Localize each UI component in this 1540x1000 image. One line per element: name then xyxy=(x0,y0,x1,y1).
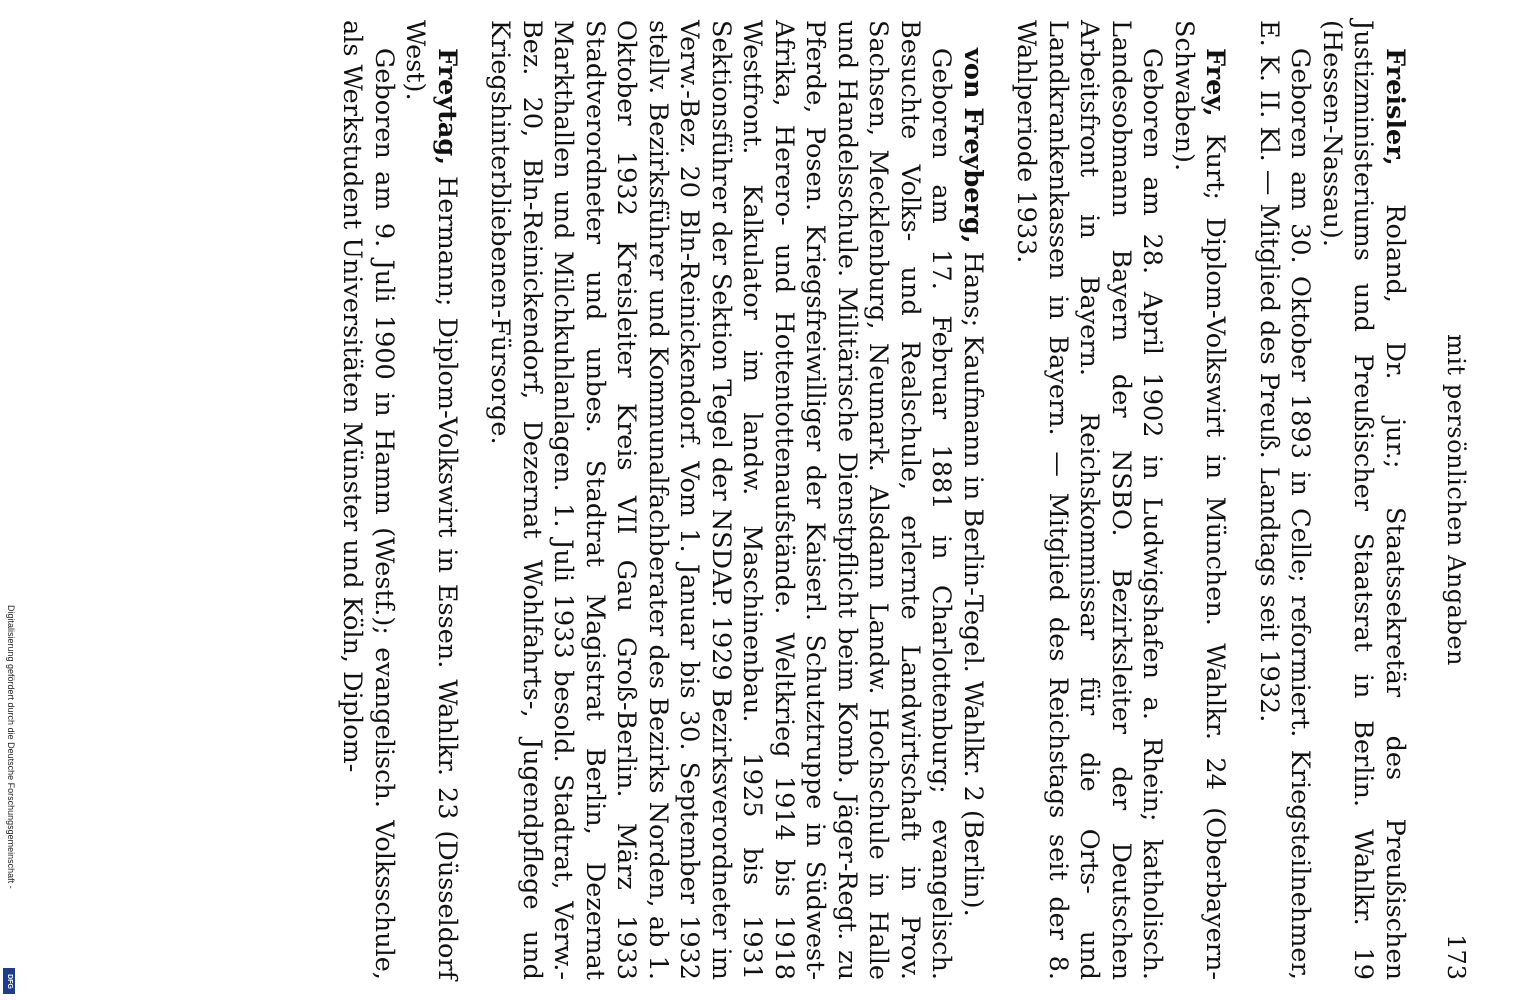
funding-note xyxy=(4,605,16,990)
entry-body: Geboren am 28. April 1902 in Ludwigshafen a. Rhein; katholisch. Landesobmann Bayern der NSBO. Bezirksleiter der Deutschen Arbeitsfront in Bayern. Reichskommissar für die Orts- und Landkrankenkassen in Bayern. — Mitglied des Reichstags seit der 8. Wahlperiode 1933. xyxy=(1011,20,1168,980)
entry-freytag xyxy=(336,20,462,980)
entry-head-text: Roland, Dr. jur.; Staatssekretär des Preußischen Justizministeriums und Preußischer Staatsrat in Berlin. Wahlkr. 19 (Hessen-Nassau). xyxy=(1317,20,1410,980)
dfg-logo xyxy=(3,968,15,994)
funding-note-text: Digitalisierung gefördert durch die Deutsche Forschungsgemeinschaft - xyxy=(6,605,16,889)
entries-list xyxy=(314,20,1410,980)
dfg-logo-text: DFG xyxy=(5,973,13,989)
entry-body: Geboren am 30. Oktober 1893 in Celle; reformiert. Kriegsteilnehmer, E. K. II. Kl. — Mitglied des Preuß. Landtags seit 1932. xyxy=(1254,20,1316,980)
entry-body: Geboren am 9. Juli 1900 in Hamm (Westf.); evangelisch. Volksschule, als Werkstudent Universitäten Münster und Köln, Diplom- xyxy=(337,20,399,980)
entry-head xyxy=(1316,20,1411,980)
entry-freyberg xyxy=(484,20,988,980)
entry-frey xyxy=(1010,20,1231,980)
entry-name: Frey, xyxy=(1200,48,1231,117)
entry-name: Freisler, xyxy=(1380,48,1410,166)
entry-head xyxy=(399,20,462,980)
entry-name: Freytag, xyxy=(432,48,462,166)
page-header xyxy=(1430,20,1470,980)
entry-body: Geboren am 17. Februar 1881 in Charlottenburg; evangelisch. Besuchte Volks- und Realschule, erlernte Landwirtschaft in Prov. Sachsen, Mecklenburg, Neumark. Alsdann Landw. Hochschule in Halle und Handelsschule. Militärische Dienstpflicht beim Komb. Jäger-Regt. zu Pferde, Posen. Kriegsfreiwilliger der Kaiserl. Schutztruppe in Südwest-Afrika, Herero- und Hottentottenaufstände. Weltkrieg 1914 bis 1918 Westfront. Kalkulator im landw. Maschinenbau. 1925 bis 1931 Sektionsführer der Sektion Tegel der NSDAP. 1929 Bezirksverordneter im Verw.-Bez. 20 Bln-Reinickendorf. Vom 1. Januar bis 30. September 1932 stellv. Bezirksführer und Kommunalfachberater des Bezirks Norden, ab 1. Oktober 1932 Kreisleiter Kreis VII Gau Groß-Berlin. März 1933 Stadtverordneter und unbes. Stadtrat Magistrat Berlin, Dezernat Markthallen und Milchkuhlanlagen. 1. Juli 1933 besold. Stadtrat, Verw.-Bez. 20, Bln-Reinickendorf, Dezernat Wohlfahrts-, Jugendpflege und Kriegshinterbliebenen-Fürsorge. xyxy=(485,20,957,980)
entry-head xyxy=(1168,20,1231,980)
entry-freisler xyxy=(1253,20,1411,980)
page-content xyxy=(220,20,1480,980)
page-number: 173 xyxy=(1442,934,1470,980)
entry-head-text: Kurt; Diplom-Volkswirt in München. Wahlkr. 24 (Oberbayern-Schwaben). xyxy=(1169,20,1231,980)
entry-head xyxy=(957,20,989,980)
entry-head-text: Hans; Kaufmann in Berlin-Tegel. Wahlkr. 2 (Berlin). xyxy=(958,243,988,917)
entry-name: von Freyberg, xyxy=(958,48,988,244)
entry-head-text: Hermann; Diplom-Volkswirt in Essen. Wahlkr. 23 (Düsseldorf West). xyxy=(400,20,462,980)
running-title: mit persönlichen Angaben xyxy=(1442,334,1470,666)
